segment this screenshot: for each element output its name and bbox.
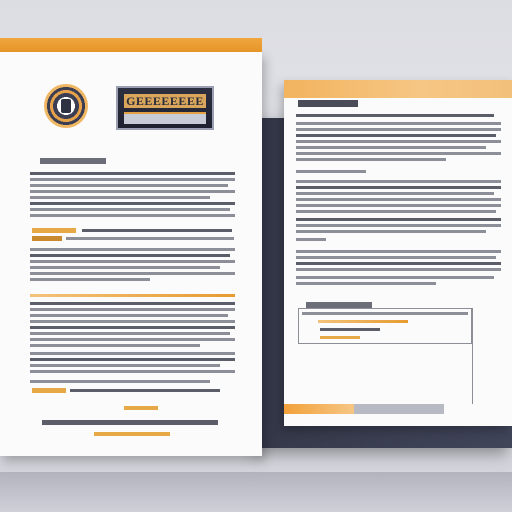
text-line — [30, 184, 228, 187]
highlight-chip — [320, 336, 360, 339]
text-line — [296, 152, 501, 155]
footer-line — [42, 420, 218, 425]
text-line — [296, 256, 496, 259]
text-line — [296, 198, 501, 201]
text-line — [296, 134, 496, 137]
text-line — [296, 224, 501, 227]
official-seal-icon — [44, 84, 88, 128]
text-line — [296, 238, 326, 241]
text-line — [30, 352, 235, 355]
badge-subtitle-bar — [124, 112, 206, 124]
text-line — [30, 272, 235, 275]
text-line — [296, 282, 436, 285]
text-line — [296, 180, 501, 183]
left-page-heading — [40, 158, 106, 164]
text-line — [296, 128, 501, 131]
text-line — [296, 146, 486, 149]
left-document-page — [0, 52, 262, 456]
text-line — [30, 172, 235, 175]
text-line — [30, 380, 210, 383]
right-page-header-label — [296, 82, 372, 96]
text-line — [30, 260, 235, 263]
text-line — [30, 266, 220, 269]
text-line — [30, 338, 235, 341]
desk-shadow — [0, 472, 512, 512]
text-line — [30, 302, 235, 305]
text-line — [30, 344, 200, 347]
text-line — [296, 210, 496, 213]
text-line — [30, 278, 150, 281]
text-line — [66, 237, 234, 240]
text-line — [70, 389, 220, 392]
text-line — [320, 328, 380, 331]
text-line — [296, 230, 486, 233]
text-line — [30, 332, 230, 335]
text-line — [302, 312, 468, 315]
text-line — [30, 202, 235, 205]
text-line — [296, 140, 501, 143]
text-line — [296, 276, 494, 279]
text-line — [296, 186, 501, 189]
text-line — [30, 370, 235, 373]
text-line — [30, 326, 235, 329]
text-line — [296, 158, 446, 161]
text-line — [296, 204, 501, 207]
text-line — [30, 364, 220, 367]
right-page-header-bar — [284, 80, 512, 98]
text-line — [296, 250, 501, 253]
text-line — [30, 308, 235, 311]
text-line — [30, 248, 235, 251]
vertical-divider — [472, 308, 473, 404]
footer-accent — [124, 406, 158, 410]
highlight-chip — [32, 228, 76, 233]
header-badge — [116, 86, 214, 130]
text-line — [296, 170, 366, 173]
text-line — [30, 358, 235, 361]
text-line — [296, 122, 501, 125]
text-line — [296, 218, 501, 221]
text-line — [30, 254, 230, 257]
right-page-bottom-accent — [284, 404, 354, 414]
text-line — [296, 114, 494, 117]
text-line — [296, 268, 501, 271]
text-line — [30, 190, 235, 193]
badge-title: GEEEEEEEE — [124, 94, 206, 108]
left-page-top-accent-bar — [0, 38, 262, 52]
text-line — [30, 196, 210, 199]
text-line — [30, 314, 228, 317]
section-divider — [30, 294, 235, 297]
text-line — [30, 178, 235, 181]
text-line — [30, 208, 230, 211]
callout-accent — [318, 320, 408, 323]
text-line — [296, 262, 501, 265]
highlight-chip — [32, 388, 66, 393]
text-line — [30, 320, 235, 323]
text-line — [296, 192, 494, 195]
right-document-page — [284, 80, 512, 426]
footer-accent — [94, 432, 170, 436]
right-page-heading — [298, 100, 358, 107]
text-line — [30, 214, 235, 217]
right-page-bottom-grey-bar — [354, 404, 444, 414]
text-line — [82, 229, 232, 232]
highlight-chip — [32, 236, 62, 241]
